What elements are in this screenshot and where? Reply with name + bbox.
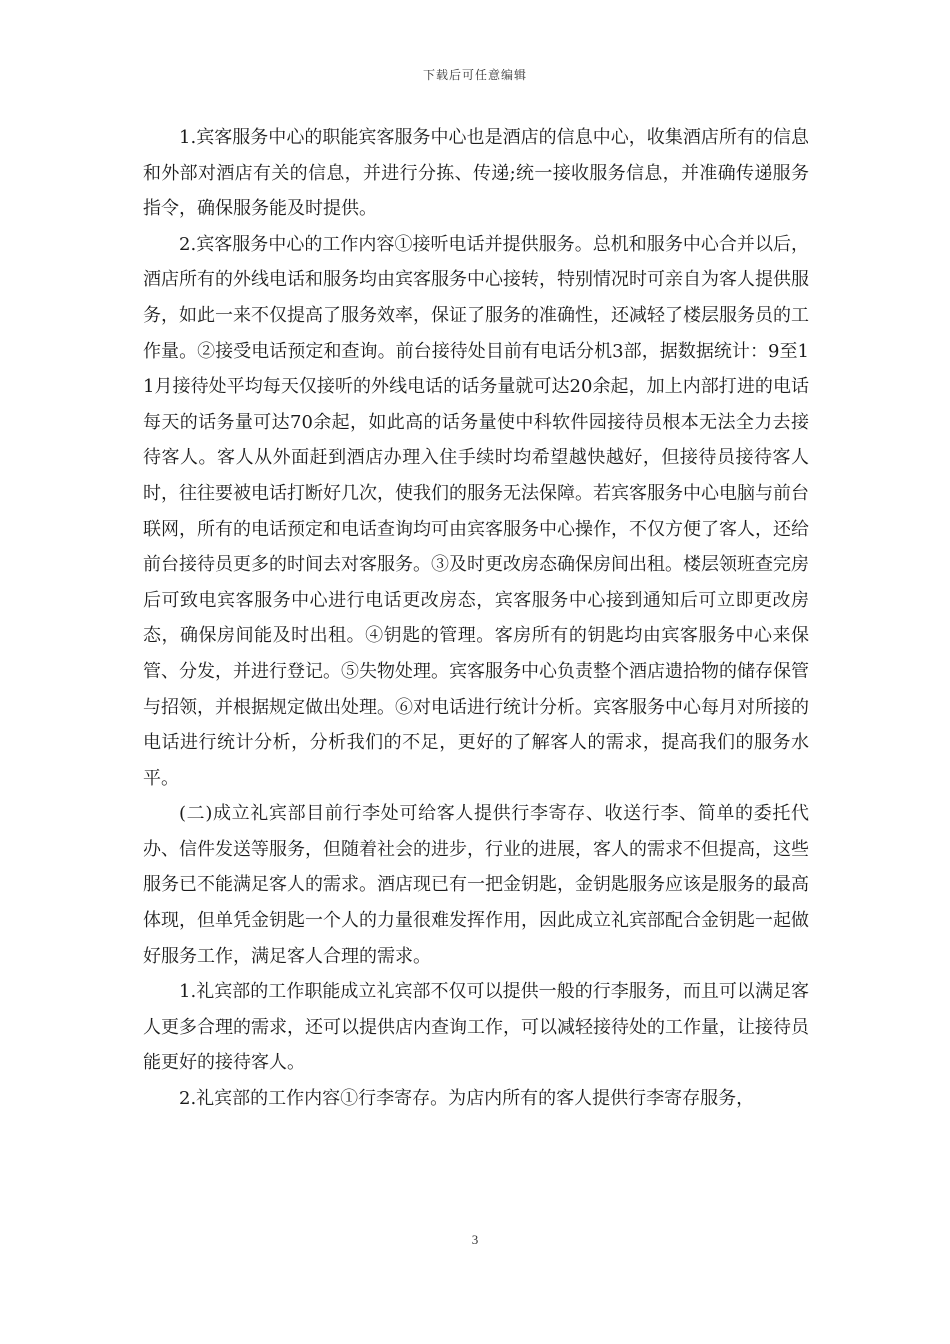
paragraph-concierge-work: 2.礼宾部的工作内容①行李寄存。为店内所有的客人提供行李寄存服务， bbox=[179, 1088, 755, 1110]
page-number: 3 bbox=[471, 1232, 479, 1247]
paragraph-service-center-function: 1.宾客服务中心的职能宾客服务中心也是酒店的信息中心，收集酒店所有的信息和外部对酒店有关的信息，并进行分拣、传递;统一接收服务信息，并准确传递服务指令，确保服务能及时提供。 bbox=[143, 127, 809, 220]
paragraph-concierge-function: 1.礼宾部的工作职能成立礼宾部不仅可以提供一般的行李服务，而且可以满足客人更多合理的需求，还可以提供店内查询工作，可以减轻接待处的工作量，让接待员能更好的接待客人。 bbox=[143, 981, 809, 1074]
paragraph-service-center-work: 2.宾客服务中心的工作内容①接听电话并提供服务。总机和服务中心合并以后，酒店所有的外线电话和服务均由宾客服务中心接转，特别情况时可亲自为客人提供服务，如此一来不仅提高了服务效率，保证了服务的准确性，还减轻了楼层服务员的工作量。②接受电话预定和查询。前台接待处目前有电话分机3部，据数据统计：9至11月接待处平均每天仅接听的外线电话的话务量就可达20余起，加上内部打进的电话每天的话务量可达70余起，如此高的话务量使中科软件园接待员根本无法全力去接待客人。客人从外面赶到酒店办理入住手续时均希望越快越好，但接待员接待客人时，往往要被电话打断好几次，使我们的服务无法保障。若宾客服务中心电脑与前台联网，所有的电话预定和电话查询均可由宾客服务中心操作，不仅方便了客人，还给前台接待员更多的时间去对客服务。③及时更改房态确保房间出租。楼层领班查完房后可致电宾客服务中心进行电话更改房态，宾客服务中心接到通知后可立即更改房态，确保房间能及时出租。④钥匙的管理。客房所有的钥匙均由宾客服务中心来保管、分发，并进行登记。⑤失物处理。宾客服务中心负责整个酒店遗拾物的储存保管与招领，并根据规定做出处理。⑥对电话进行统计分析。宾客服务中心每月对所接的电话进行统计分析，分析我们的不足，更好的了解客人的需求，提高我们的服务水平。 bbox=[143, 233, 809, 789]
body-text bbox=[143, 120, 809, 1117]
paragraph-concierge-setup: (二)成立礼宾部目前行李处可给客人提供行李寄存、收送行李、简单的委托代办、信件发送等服务，但随着社会的进步，行业的进展，客人的需求不但提高，这些服务已不能满足客人的需求。酒店现已有一把金钥匙，金钥匙服务应该是服务的最高体现，但单凭金钥匙一个人的力量很难发挥作用，因此成立礼宾部配合金钥匙一起做好服务工作，满足客人合理的需求。 bbox=[143, 803, 809, 967]
page-header: 下载后可任意编辑 bbox=[422, 68, 527, 82]
